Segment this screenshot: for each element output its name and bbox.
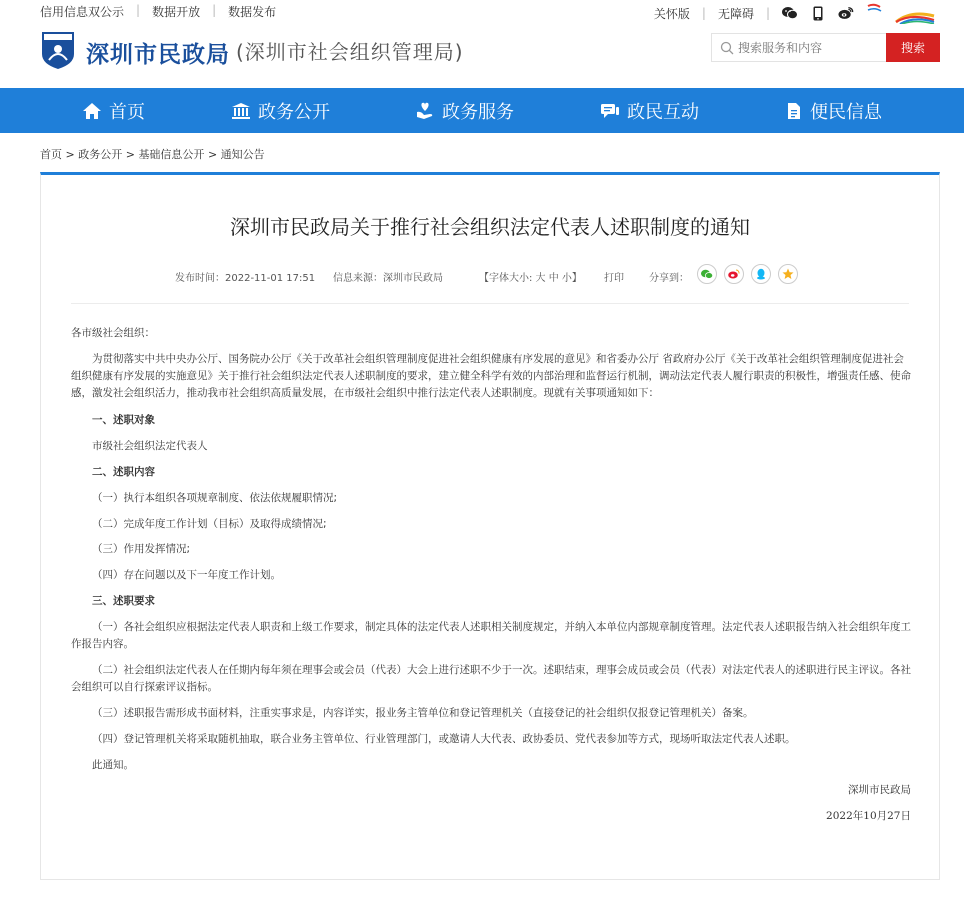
closing-line: 此通知。 [92, 759, 134, 771]
breadcrumb-separator: > [125, 148, 135, 161]
credit-info-link[interactable]: 信用信息双公示 [40, 5, 125, 19]
nav-item-label: 便民信息 [810, 101, 882, 123]
data-release-link[interactable]: 数据发布 [228, 5, 277, 19]
search-button[interactable]: 搜索 [886, 33, 940, 62]
section-1-text: 市级社会组织法定代表人 [92, 440, 208, 452]
shenzhen-china-logo [866, 2, 936, 24]
section-3-item: （四）登记管理机关将采取随机抽取，联合业务主管单位、行业管理部门，或邀请人大代表、政协委员、党代表参加等方式，现场听取法定代表人述职。 [92, 733, 796, 745]
breadcrumb-basic-info[interactable]: 基础信息公开 [138, 148, 205, 161]
site-brand-subtitle: (深圳市社会组织管理局) [236, 40, 464, 64]
section-2-item: （二）完成年度工作计划（目标）及取得成绩情况; [92, 518, 327, 530]
breadcrumb-government-affairs[interactable]: 政务公开 [78, 148, 123, 161]
nav-item-label: 首页 [109, 101, 145, 123]
breadcrumb-separator: > [65, 148, 75, 161]
search-box [711, 33, 887, 62]
mobile-icon[interactable] [810, 5, 826, 21]
section-3-item: （二）社会组织法定代表人在任期内每年须在理事会或会员（代表）大会上进行述职不少于一次。述职结束，理事会成员或会员（代表）对法定代表人的述职进行民主评议。各社会组织可以自行探索评议指标。 [71, 664, 911, 693]
care-version-link[interactable]: 关怀版 [653, 6, 690, 21]
nav-item-label: 政务服务 [442, 101, 514, 123]
article-title: 深圳市民政局关于推行社会组织法定代表人述职制度的通知 [230, 215, 750, 239]
wechat-icon[interactable] [782, 5, 798, 21]
nav-item-government-affairs[interactable] [231, 88, 330, 133]
breadcrumb-separator: > [207, 148, 218, 161]
weibo-share-icon[interactable] [724, 264, 744, 284]
nav-item-services[interactable] [415, 88, 514, 133]
top-right-tools [654, 2, 936, 24]
breadcrumb-notices[interactable]: 通知公告 [220, 148, 265, 161]
sign-date: 2022年10月27日 [826, 810, 911, 822]
nav-item-label: 政民互动 [627, 101, 699, 123]
section-2-item: （一）执行本组织各项规章制度、依法依规履职情况; [92, 492, 338, 504]
section-3-item: （三）述职报告需形成书面材料，注重实事求是，内容详实，报业务主管单位和登记管理机关（直接登记的社会组织仅报登记管理机关）备案。 [92, 707, 754, 719]
separator: | [212, 3, 217, 17]
top-utility-bar [0, 0, 964, 22]
share-buttons [697, 264, 805, 284]
section-2-title: 二、述职内容 [92, 466, 155, 478]
font-size-control[interactable]: 【字体大小: 大 中 小】 [479, 273, 582, 284]
article-panel [40, 172, 940, 880]
site-header [0, 22, 964, 88]
section-1-title: 一、述职对象 [92, 414, 155, 426]
separator: | [765, 6, 770, 20]
salutation: 各市级社会组织： [71, 327, 155, 339]
section-2-item: （四）存在问题以及下一年度工作计划。 [92, 569, 281, 581]
nav-item-interaction[interactable] [600, 88, 699, 133]
section-2-item: （三）作用发挥情况; [92, 543, 191, 555]
search-icon [720, 41, 734, 55]
site-brand[interactable]: 深圳市民政局 [86, 42, 230, 68]
separator: | [136, 3, 141, 17]
signer: 深圳市民政局 [848, 784, 911, 796]
main-nav [0, 88, 964, 133]
civil-affairs-emblem[interactable] [40, 30, 76, 70]
wechat-share-icon[interactable] [697, 264, 717, 284]
accessibility-link[interactable]: 无障碍 [717, 6, 754, 21]
intro-paragraph: 为贯彻落实中共中央办公厅、国务院办公厅《关于改革社会组织管理制度促进社会组织健康有序发展的意见》和省委办公厅 省政府办公厅《关于改革社会组织管理制度促进社会组织健康有序发展的实施意见》关于推行社会组织法定代表人述职制度的要求，建立健全科学有效的内部治理和监督运行机制，调动法定代表人履行职责的积极性，增强责任感、使命感，激发社会组织活力，推动我市社会组织高质量发展，在市级社会组织中推行法定代表人述职制度。现就有关事项通知如下： [71, 353, 911, 399]
section-3-title: 三、述职要求 [92, 595, 155, 607]
weibo-icon[interactable] [838, 5, 854, 21]
section-3-item: （一）各社会组织应根据法定代表人职责和上级工作要求，制定具体的法定代表人述职相关制度规定，并纳入本单位内部规章制度管理。法定代表人述职报告纳入社会组织年度工作报告内容。 [71, 621, 911, 650]
breadcrumb [40, 146, 265, 162]
top-links [40, 3, 288, 20]
home-icon [82, 102, 102, 120]
service-icon [415, 102, 435, 120]
nav-item-label: 政务公开 [258, 101, 330, 123]
publish-time: 发布时间：2022-11-01 17:51 [175, 273, 316, 284]
share-label: 分享到： [649, 273, 689, 284]
government-icon [231, 102, 251, 120]
info-source: 信息来源：深圳市民政局 [333, 273, 443, 284]
favorite-share-icon[interactable] [778, 264, 798, 284]
print-link[interactable]: 打印 [604, 273, 624, 284]
qq-share-icon[interactable] [751, 264, 771, 284]
data-open-link[interactable]: 数据开放 [152, 5, 201, 19]
nav-item-public-info[interactable] [785, 88, 882, 133]
nav-item-home[interactable] [82, 88, 145, 133]
meta-divider [71, 303, 909, 304]
separator: | [701, 6, 706, 20]
search-input[interactable] [738, 41, 878, 55]
chat-icon [600, 102, 620, 120]
document-icon [785, 102, 803, 120]
breadcrumb-home[interactable]: 首页 [40, 148, 62, 161]
